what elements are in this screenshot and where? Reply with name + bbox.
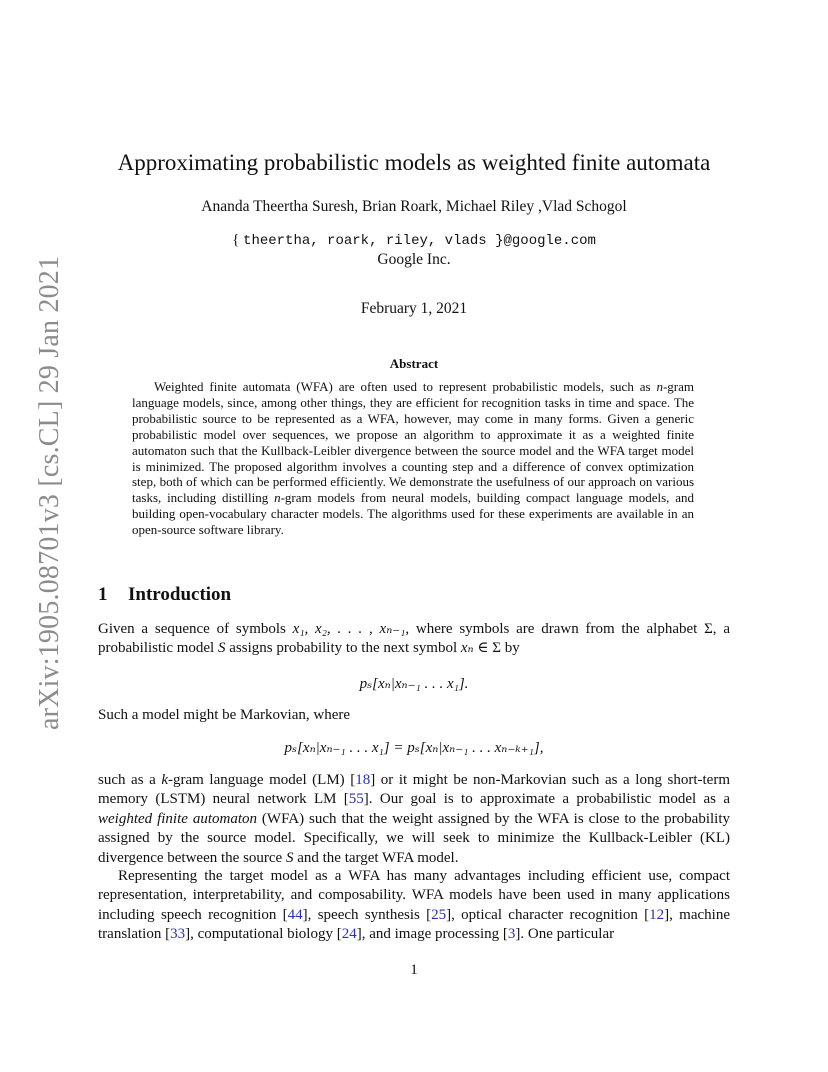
- abstract-text: -gram models from neural models, building compact language models, and building open-vocabulary character models. The algorithms used for these experiments are available in an open-source software library.: [132, 490, 694, 538]
- math-n: n: [274, 490, 281, 506]
- email-brace: {: [232, 232, 244, 248]
- math-symbol-sequence: x₁, x₂, . . . , xₙ₋₁: [292, 621, 406, 637]
- citation-link[interactable]: 55: [348, 791, 364, 808]
- affiliation: Google Inc.: [377, 251, 451, 268]
- paragraph-text: ], speech synthesis [: [302, 906, 432, 923]
- citation-link[interactable]: 44: [287, 906, 303, 923]
- paragraph-text: such as a: [98, 772, 162, 788]
- section-heading: [98, 584, 231, 606]
- section-number: 1: [98, 584, 108, 605]
- abstract-text: Weighted finite automata (WFA) are often used to represent probabilistic models, such as: [154, 379, 657, 394]
- paragraph-text: , where symbols are drawn from the alphabet Σ, a probabilistic model: [98, 621, 730, 657]
- emphasis-term: weighted finite automaton: [98, 810, 257, 827]
- arxiv-stamp: arXiv:1905.08701v3 [cs.CL] 29 Jan 2021: [34, 255, 65, 730]
- paragraph-text: ], and image processing [: [356, 926, 508, 943]
- equation-markovian: pₛ[xₙ|xₙ₋₁ . . . x₁] = pₛ[xₙ|xₙ₋₁ . . . xₙ₋ₖ₊₁],: [284, 740, 544, 756]
- author-emails: [0, 232, 828, 249]
- paragraph-text: (WFA) such that the weight assigned by the WFA is close to the probability assigned by the source model. Specifically, we will seek to minimize the Kullback-Leibler (KL) divergence between the source: [98, 810, 730, 866]
- paragraph-text: ]. Our goal is to approximate a probabilistic model as a: [363, 791, 730, 808]
- intro-paragraph: [98, 771, 730, 868]
- citation-link[interactable]: 25: [431, 906, 447, 923]
- paragraph-text: and the target WFA model.: [293, 849, 459, 866]
- paper-date: February 1, 2021: [360, 300, 468, 317]
- citation-link[interactable]: 24: [341, 926, 357, 943]
- citation-link[interactable]: 12: [649, 906, 665, 923]
- paragraph-text: Representing the target model as a WFA has many advantages including efficient use, compact representation, interpretability, and composability. WFA models have been used in many applications including speech recognition [: [98, 868, 730, 923]
- abstract-text: -gram language models, since, among other things, they are efficient for recognition tasks in time and space. The probabilistic source to be represented as a WFA, however, may come in many forms. Given a generic probabilistic model over sequences, we propose an algorithm to approximate it as a weighted finite automaton such that the Kullback-Leibler divergence between the source model and the WFA target model is minimized. The proposed algorithm involves a counting step and a difference of convex optimization step, both of which can be performed efficiently. We demonstrate the usefulness of our approach on various tasks, including distilling: [132, 379, 694, 506]
- abstract-heading: Abstract: [389, 356, 439, 371]
- citation-link[interactable]: 3: [507, 926, 516, 943]
- paragraph-text: -gram language model (LM) [: [168, 772, 356, 788]
- math-k: k: [161, 772, 169, 788]
- abstract-body: [132, 379, 694, 538]
- author-list: Ananda Theertha Suresh, Brian Roark, Michael Riley ,Vlad Schogol: [201, 198, 627, 215]
- paragraph-text: ∈ Σ by: [473, 640, 520, 657]
- paragraph-text: ], machine translation [: [98, 906, 730, 943]
- section-title: Introduction: [128, 584, 232, 605]
- equation-probability: pₛ[xₙ|xₙ₋₁ . . . x₁].: [359, 676, 469, 692]
- paragraph-text: Given a sequence of symbols: [98, 621, 293, 637]
- math-model-s: S: [217, 640, 226, 657]
- math-n: n: [656, 379, 663, 394]
- paragraph-text: ], optical character recognition [: [446, 906, 650, 923]
- page-number: 1: [410, 962, 418, 978]
- citation-link[interactable]: 18: [355, 772, 371, 788]
- paragraph-text: ] or it might be non-Markovian such as a long short-term memory (LSTM) neural network LM [: [98, 772, 730, 808]
- math-next-symbol: xₙ: [460, 640, 474, 657]
- paragraph-text: assigns probability to the next symbol: [225, 640, 461, 657]
- paper-title: Approximating probabilistic models as weighted finite automata: [117, 150, 711, 175]
- email-addresses: theertha, roark, riley, vlads }@google.com: [243, 233, 596, 249]
- math-model-s: S: [285, 849, 294, 866]
- paragraph-text: ]. One particular: [515, 926, 615, 943]
- intro-paragraph: [98, 867, 730, 945]
- citation-link[interactable]: 33: [170, 926, 186, 943]
- intro-paragraph: [98, 620, 730, 659]
- paragraph-text: ], computational biology [: [185, 926, 342, 943]
- intro-paragraph: Such a model might be Markovian, where: [98, 707, 351, 723]
